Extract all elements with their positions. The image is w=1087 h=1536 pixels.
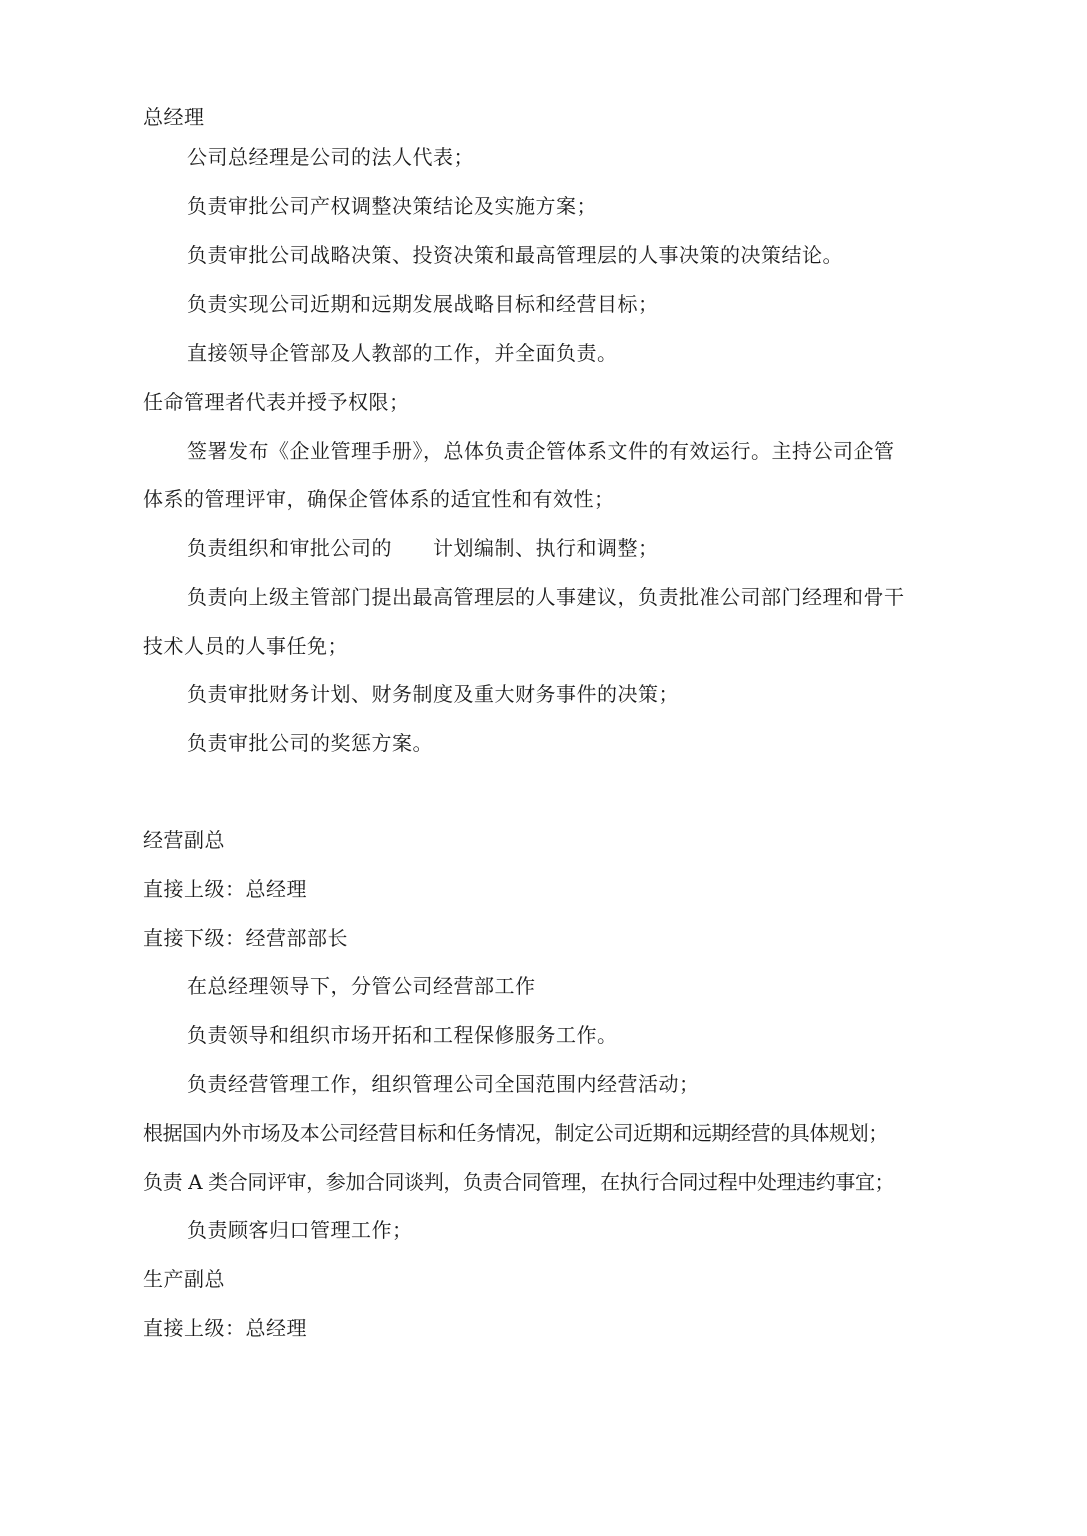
paragraph: 在总经理领导下，分管公司经营部工作 bbox=[187, 974, 536, 998]
paragraph: 签署发布《企业管理手册》，总体负责企管体系文件的有效运行。主持公司企管 bbox=[187, 439, 895, 463]
paragraph: 任命管理者代表并授予权限； bbox=[143, 390, 410, 414]
paragraph: 直接领导企管部及人教部的工作，并全面负责。 bbox=[187, 341, 618, 365]
paragraph: 负责审批财务计划、财务制度及重大财务事件的决策； bbox=[187, 682, 679, 706]
paragraph: 负责顾客归口管理工作； bbox=[187, 1218, 413, 1242]
paragraph-continuation: 体系的管理评审，确保企管体系的适宜性和有效性； bbox=[143, 487, 615, 511]
paragraph: 负责组织和审批公司的 计划编制、执行和调整； bbox=[187, 536, 659, 560]
direct-superior: 直接上级：总经理 bbox=[143, 877, 307, 901]
paragraph: 公司总经理是公司的法人代表； bbox=[187, 145, 474, 169]
paragraph: 负责 A 类合同评审，参加合同谈判，负责合同管理，在执行合同过程中处理违约事宜； bbox=[143, 1170, 895, 1194]
section-heading-operations-vp: 经营副总 bbox=[143, 828, 225, 852]
paragraph: 负责审批公司战略决策、投资决策和最高管理层的人事决策的决策结论。 bbox=[187, 243, 843, 267]
paragraph: 负责审批公司产权调整决策结论及实施方案； bbox=[187, 194, 597, 218]
section-heading-production-vp: 生产副总 bbox=[143, 1267, 225, 1291]
paragraph: 根据国内外市场及本公司经营目标和任务情况，制定公司近期和远期经营的具体规划； bbox=[143, 1121, 888, 1145]
section-heading-general-manager: 总经理 bbox=[143, 105, 205, 129]
paragraph: 负责经营管理工作，组织管理公司全国范围内经营活动； bbox=[187, 1072, 700, 1096]
paragraph: 负责审批公司的奖惩方案。 bbox=[187, 731, 433, 755]
paragraph-continuation: 技术人员的人事任免； bbox=[143, 634, 348, 658]
paragraph: 负责实现公司近期和远期发展战略目标和经营目标； bbox=[187, 292, 659, 316]
paragraph: 负责领导和组织市场开拓和工程保修服务工作。 bbox=[187, 1023, 618, 1047]
direct-superior: 直接上级：总经理 bbox=[143, 1316, 307, 1340]
direct-subordinate: 直接下级：经营部部长 bbox=[143, 926, 348, 950]
paragraph: 负责向上级主管部门提出最高管理层的人事建议，负责批准公司部门经理和骨干 bbox=[187, 585, 905, 609]
